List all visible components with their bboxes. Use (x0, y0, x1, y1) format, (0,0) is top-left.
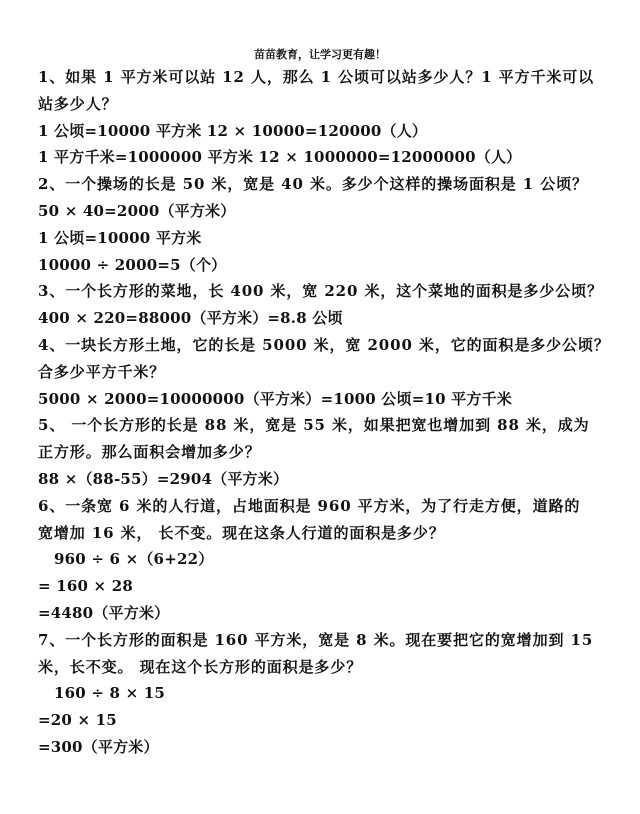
answer-4: 5000 × 2000=10000000（平方米）=1000 公顷=10 平方千米 (38, 389, 512, 408)
question-3: 3、一个长方形的菜地，长 400 米，宽 220 米，这个菜地的面积是多少公顷？ (38, 282, 603, 301)
answer-7-line-1: 160 ÷ 8 × 15 (54, 684, 166, 703)
question-4-line-2: 合多少平方千米？ (38, 362, 166, 381)
answer-6-line-1: 960 ÷ 6 ×（6+22） (54, 550, 214, 569)
answer-6-line-2: = 160 × 28 (38, 577, 133, 596)
question-7-line-1: 7、一个长方形的面积是 160 平方米，宽是 8 米。现在要把它的宽增加到 15 (38, 630, 594, 649)
answer-1-line-2: 1 平方千米=1000000 平方米 12 × 1000000=12000000（人） (38, 148, 522, 167)
answer-3: 400 × 220=88000（平方米）=8.8 公顷 (38, 309, 343, 328)
question-4-line-1: 4、一块长方形土地，它的长是 5000 米，宽 2000 米，它的面积是多少公顷？ (38, 335, 610, 354)
question-5-line-1: 5、 一个长方形的长是 88 米，宽是 55 米，如果把宽也增加到 88 米，成为 (38, 416, 590, 435)
question-2: 2、一个操场的长是 50 米，宽是 40 米。多少个这样的操场面积是 1 公顷？ (38, 175, 588, 194)
answer-7-line-2: =20 × 15 (38, 711, 117, 730)
answer-2-line-2: 1 公顷=10000 平方米 (38, 228, 202, 247)
page-header: 苗苗教育，让学习更有趣！ (254, 48, 386, 61)
answer-2-line-1: 50 × 40=2000（平方米） (38, 201, 236, 220)
answer-5: 88 ×（88-55）=2904（平方米） (38, 469, 289, 488)
question-6-line-2: 宽增加 16 米， 长不变。现在这条人行道的面积是多少？ (38, 523, 445, 542)
worksheet-body (38, 64, 610, 761)
question-5-line-2: 正方形。那么面积会增加多少？ (38, 443, 261, 462)
question-1-line-1: 1、如果 1 平方米可以站 12 人，那么 1 公顷可以站多少人？1 平方千米可以 (38, 68, 595, 86)
question-6-line-1: 6、一条宽 6 米的人行道，占地面积是 960 平方米，为了行走方便，道路的 (38, 496, 581, 515)
question-7-line-2: 米，长不变。 现在这个长方形的面积是多少？ (38, 657, 363, 676)
answer-2-line-3: 10000 ÷ 2000=5（个） (38, 255, 227, 274)
answer-7-line-3: =300（平方米） (38, 737, 159, 756)
question-1-line-2: 站多少人？ (38, 94, 118, 113)
answer-1-line-1: 1 公顷=10000 平方米 12 × 10000=120000（人） (38, 121, 428, 140)
answer-6-line-3: =4480（平方米） (38, 603, 170, 622)
